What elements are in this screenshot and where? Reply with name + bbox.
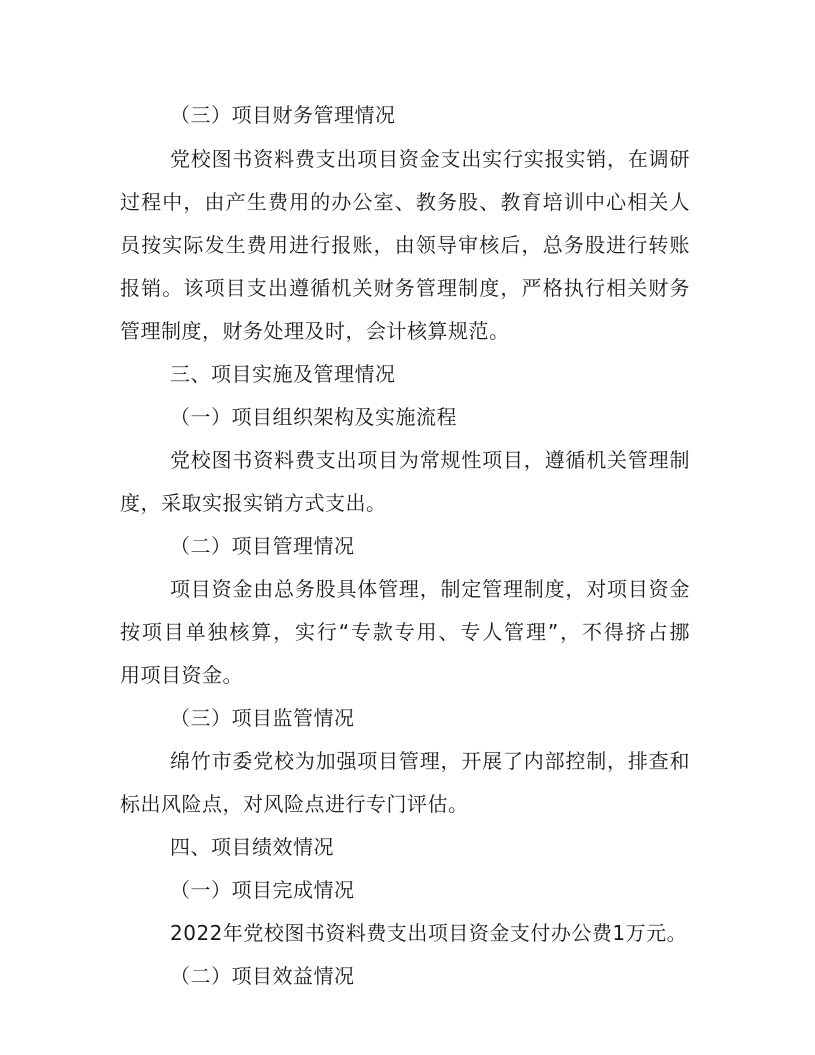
section-heading-implementation: 三、项目实施及管理情况 (170, 362, 396, 386)
paragraph-line: 过程中，由产生费用的办公室、教务股、教育培训中心相关人 (120, 190, 690, 214)
paragraph-line: 按项目单独核算，实行“专款专用、专人管理”，不得挤占挪 (120, 620, 690, 644)
paragraph-line: 绵竹市委党校为加强项目管理，开展了内部控制，排查和 (170, 749, 690, 773)
paragraph-line: 党校图书资料费支出项目为常规性项目，遵循机关管理制 (170, 448, 690, 472)
subheading-benefits: （二）项目效益情况 (170, 964, 355, 988)
paragraph-line: 员按实际发生费用进行报账，由领导审核后，总务股进行转账 (120, 233, 690, 257)
subheading-project-management: （二）项目管理情况 (170, 534, 355, 558)
section-heading-performance: 四、项目绩效情况 (170, 835, 334, 859)
paragraph-line: 度，采取实报实销方式支出。 (120, 491, 387, 515)
subheading-financial-management: （三）项目财务管理情况 (170, 103, 396, 127)
paragraph-line: 党校图书资料费支出项目资金支出实行实报实销，在调研 (170, 147, 690, 171)
paragraph-line: 管理制度，财务处理及时，会计核算规范。 (120, 319, 510, 343)
paragraph-line: 2022年党校图书资料费支出项目资金支付办公费1万元。 (170, 921, 688, 945)
paragraph-line: 标出风险点，对风险点进行专门评估。 (120, 792, 469, 816)
subheading-supervision: （三）项目监管情况 (170, 706, 355, 730)
subheading-organization: （一）项目组织架构及实施流程 (170, 405, 457, 429)
paragraph-line: 报销。该项目支出遵循机关财务管理制度，严格执行相关财务 (120, 276, 690, 300)
subheading-completion: （一）项目完成情况 (170, 878, 355, 902)
paragraph-line: 项目资金由总务股具体管理，制定管理制度，对项目资金 (170, 577, 690, 601)
paragraph-line: 用项目资金。 (120, 663, 243, 687)
